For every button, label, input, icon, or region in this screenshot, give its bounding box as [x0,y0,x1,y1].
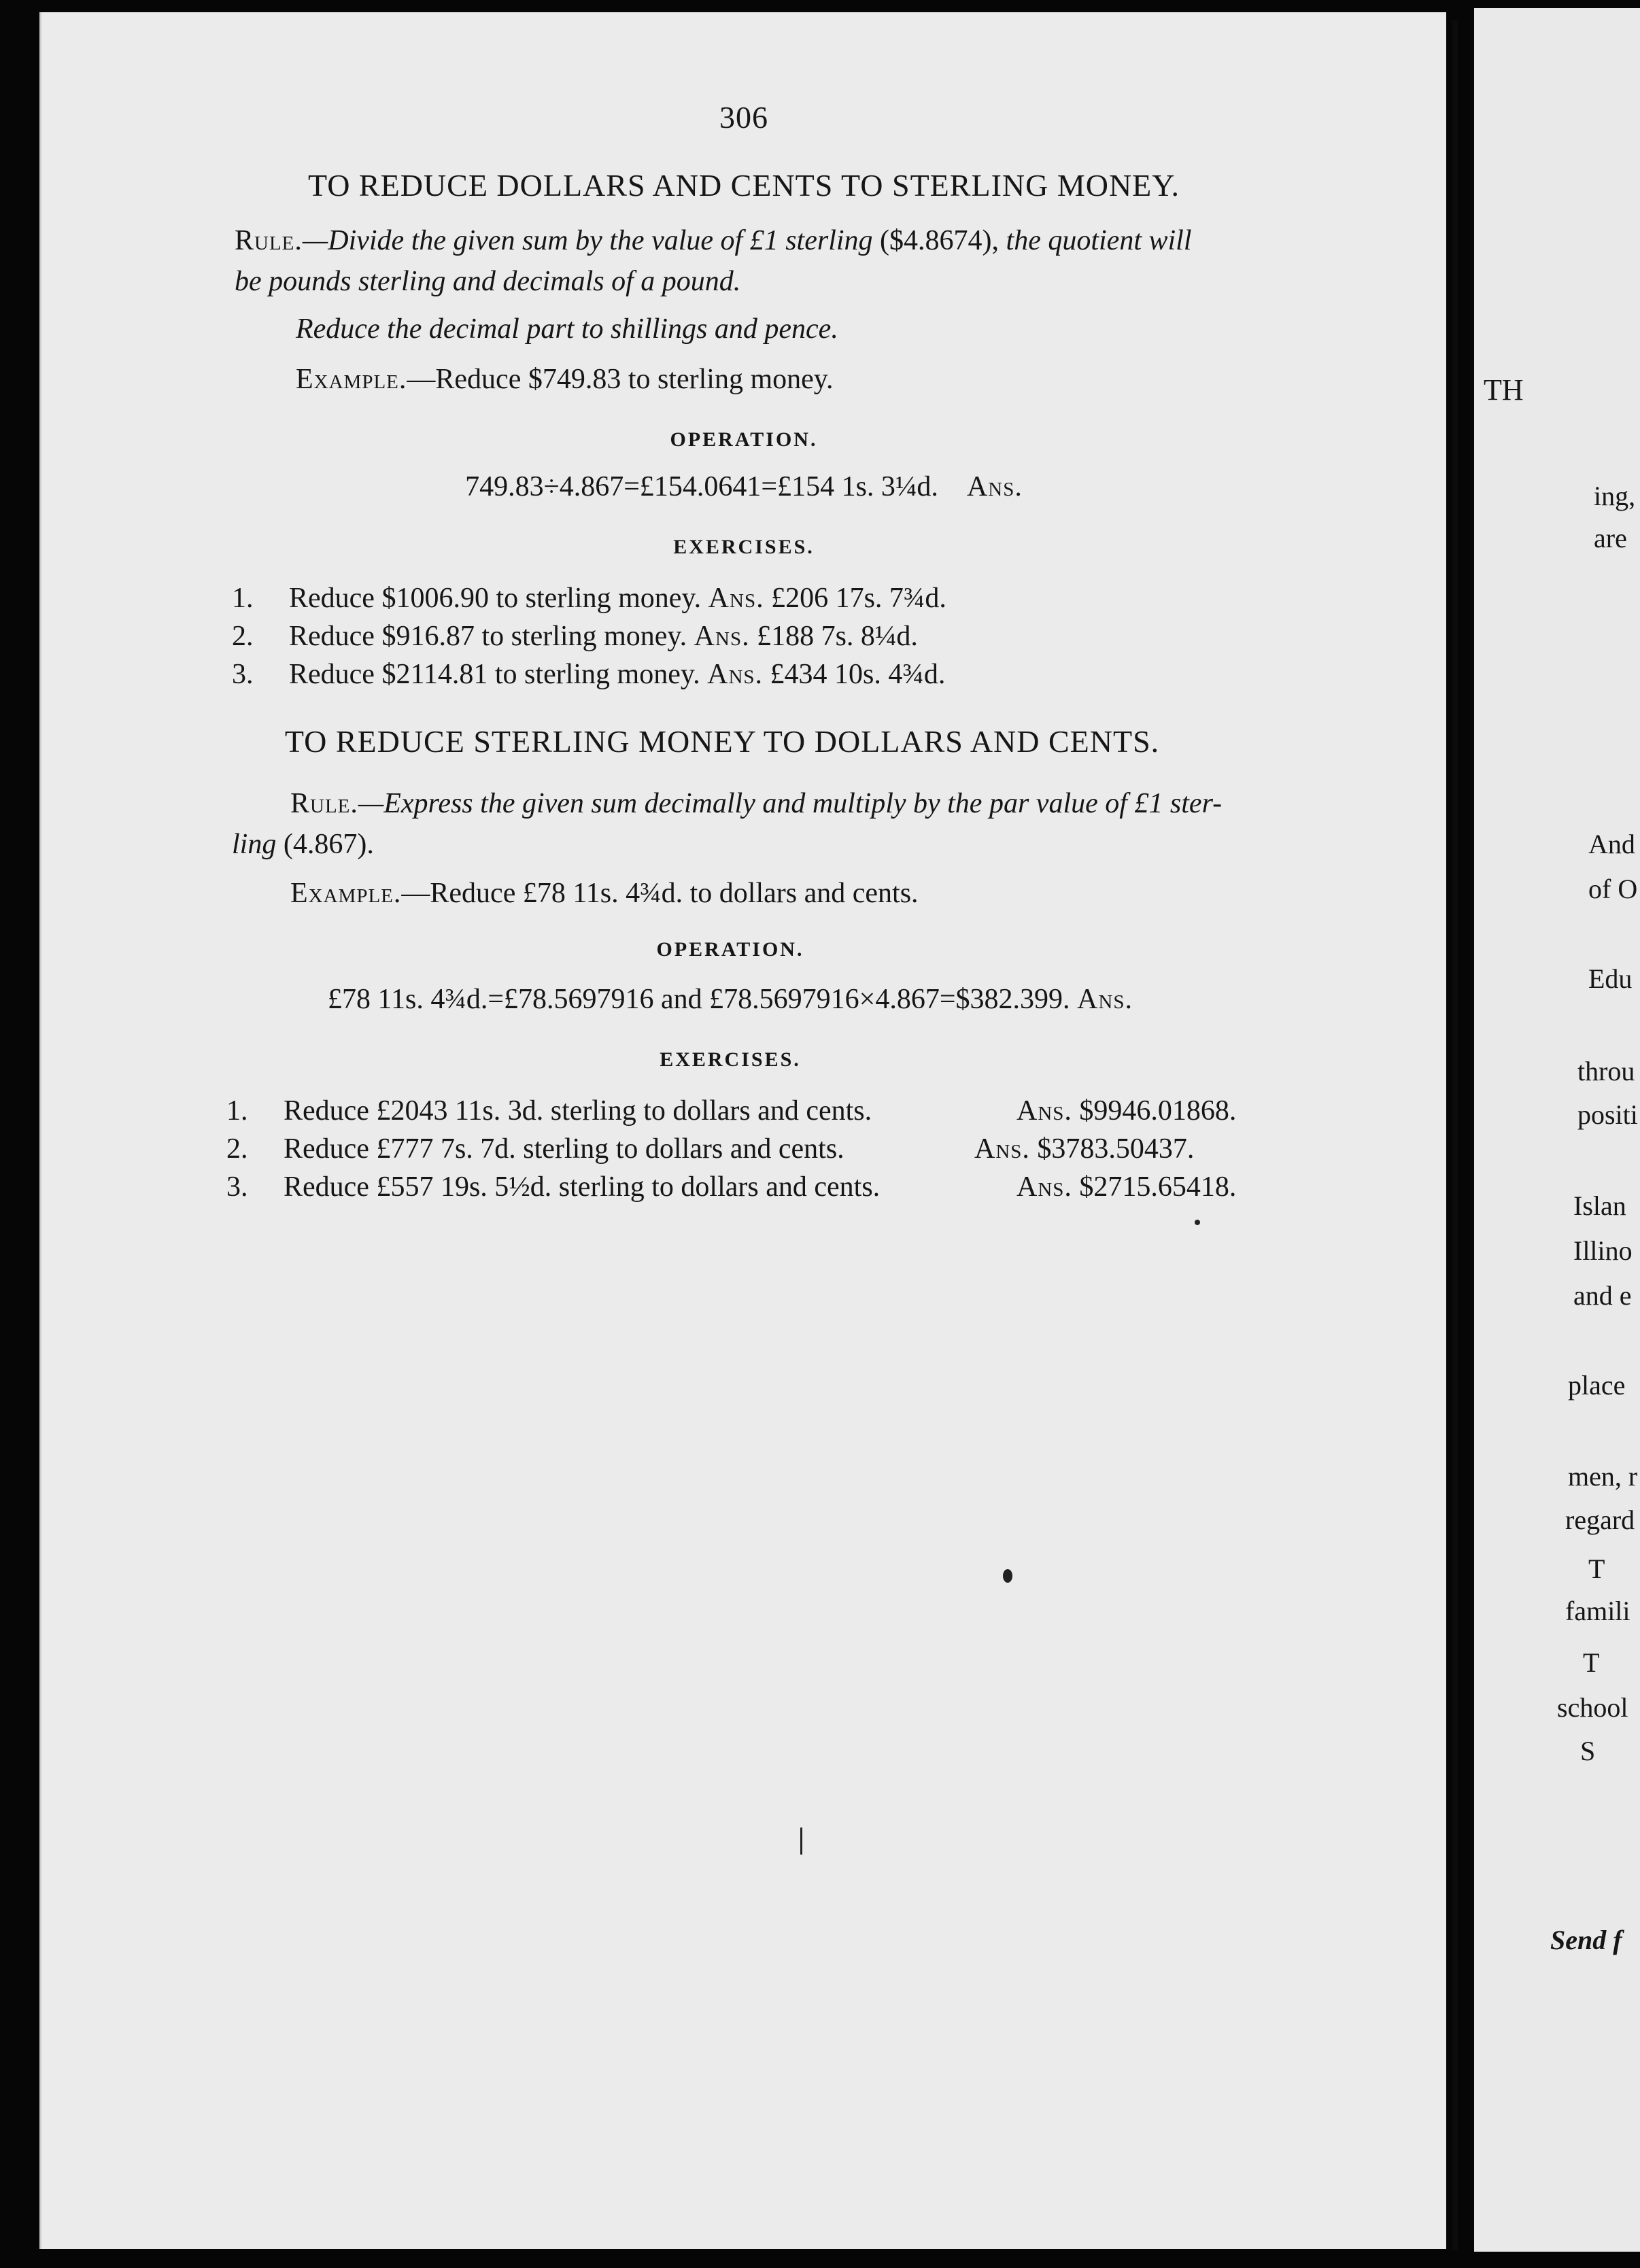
answer-value: $3783.50437. [1037,1133,1195,1165]
exercise-number: 1. [232,583,254,614]
exercise-number: 3. [226,1171,248,1203]
right-page-text: TH [1484,373,1524,407]
exercise-row [232,658,945,691]
right-page-text: are [1594,523,1627,553]
exercise-text: Reduce £2043 11s. 3d. sterling to dollars and cents. [284,1095,872,1127]
example-label: Example. [290,878,402,909]
rule-text-2: be pounds sterling and decimals of a pound. [235,266,741,297]
exercises-label: EXERCISES. [660,1048,801,1071]
operation-line [41,470,1446,503]
section1-example [296,359,1424,400]
answer-value: £434 10s. 4¾d. [770,659,946,690]
answer-label: Ans. [707,659,764,690]
exercise-number: 2. [226,1133,248,1165]
exercise-text: Reduce £777 7s. 7d. sterling to dollars and cents. [284,1133,844,1165]
right-page-text: positi [1577,1099,1638,1130]
right-page-text: of O [1588,874,1638,904]
exercises-label: EXERCISES. [673,536,815,558]
exercise-number: 1. [226,1095,248,1127]
page-gutter [1452,20,1458,2250]
right-page-text: and e [1573,1280,1632,1311]
exercise-row [226,1095,1287,1127]
operation-label: OPERATION. [670,428,818,451]
exercise-text: Reduce $1006.90 to sterling money. [289,583,702,614]
rule-text-1: —Divide the given sum by the value of £1 sterling [302,225,873,256]
operation-label: OPERATION. [656,938,804,961]
right-page-text: S [1580,1736,1596,1766]
exercise-row [226,1171,1287,1203]
exercise-text: Reduce $2114.81 to sterling money. [289,659,700,690]
example-label: Example. [296,364,407,395]
operation-ans: Ans. [1077,984,1133,1015]
rule-text-1-end: the quotient will [1006,225,1192,256]
scan-speck [800,1827,802,1855]
answer-label: Ans. [974,1133,1030,1165]
rule-text-2: (4.867). [283,829,374,860]
operation-line [41,983,1446,1016]
rule-label: Rule. [235,225,303,256]
section2-rule [290,783,1433,824]
answer-label: Ans. [1017,1171,1072,1203]
example-text: —Reduce £78 11s. 4¾d. to dollars and cents. [401,878,919,909]
answer-label: Ans. [1017,1095,1072,1127]
right-page-text: famili [1565,1596,1630,1626]
section2-example [290,873,1433,914]
answer-label: Ans. [694,621,750,652]
operation-ans: Ans. [966,471,1023,502]
rule-value: ($4.8674), [880,225,1000,256]
right-page-text: T [1588,1553,1605,1584]
example-text: —Reduce $749.83 to sterling money. [407,364,834,395]
section1-rule [235,220,1418,261]
right-page-text: throu [1577,1056,1635,1086]
rule-text-2-italic: ling [232,829,277,860]
section1-title: TO REDUCE DOLLARS AND CENTS TO STERLING MONEY. [307,168,1180,203]
exercise-row [232,582,946,615]
page-number: 306 [719,100,768,135]
operation-text: 749.83÷4.867=£154.0641=£154 1s. 3¼d. [465,471,938,502]
answer-value: £188 7s. 8¼d. [757,621,918,652]
right-page-text: place [1568,1370,1626,1401]
right-page-fragment [1474,8,1640,2252]
rule-text-1: —Express the given sum decimally and multiply by the par value of £1 ster- [358,788,1223,819]
answer-value: $2715.65418. [1079,1171,1237,1203]
right-page-text: ing, [1594,481,1636,511]
right-page-text: Edu [1588,963,1633,994]
exercise-row [226,1133,1287,1165]
operation-text: £78 11s. 4¾d.=£78.5697916 and £78.5697916×4.867=$382.399. [328,984,1070,1015]
right-page-text: regard [1565,1505,1635,1535]
right-page-text: school [1557,1692,1628,1723]
rule-label: Rule. [290,788,358,819]
exercise-number: 2. [232,621,254,652]
right-page-text: men, r [1568,1461,1638,1492]
right-page-text: And [1588,829,1635,859]
right-page-text: Send f [1550,1925,1622,1955]
rule-text-3: Reduce the decimal part to shillings and pence. [296,313,838,345]
left-page [39,12,1446,2249]
exercise-text: Reduce £557 19s. 5½d. sterling to dollars and cents. [284,1171,881,1203]
scan-speck [1003,1569,1012,1583]
exercise-number: 3. [232,659,254,690]
right-page-text: Islan [1573,1190,1626,1221]
answer-value: £206 17s. 7¾d. [771,583,946,614]
answer-value: $9946.01868. [1079,1095,1237,1127]
exercise-row [232,620,918,653]
scan-speck [1195,1220,1200,1225]
section2-title: TO REDUCE STERLING MONEY TO DOLLARS AND CENTS. [284,724,1160,759]
right-page-text: Illino [1573,1235,1633,1266]
exercise-text: Reduce $916.87 to sterling money. [289,621,687,652]
right-page-text: T [1583,1647,1600,1678]
answer-label: Ans. [708,583,764,614]
